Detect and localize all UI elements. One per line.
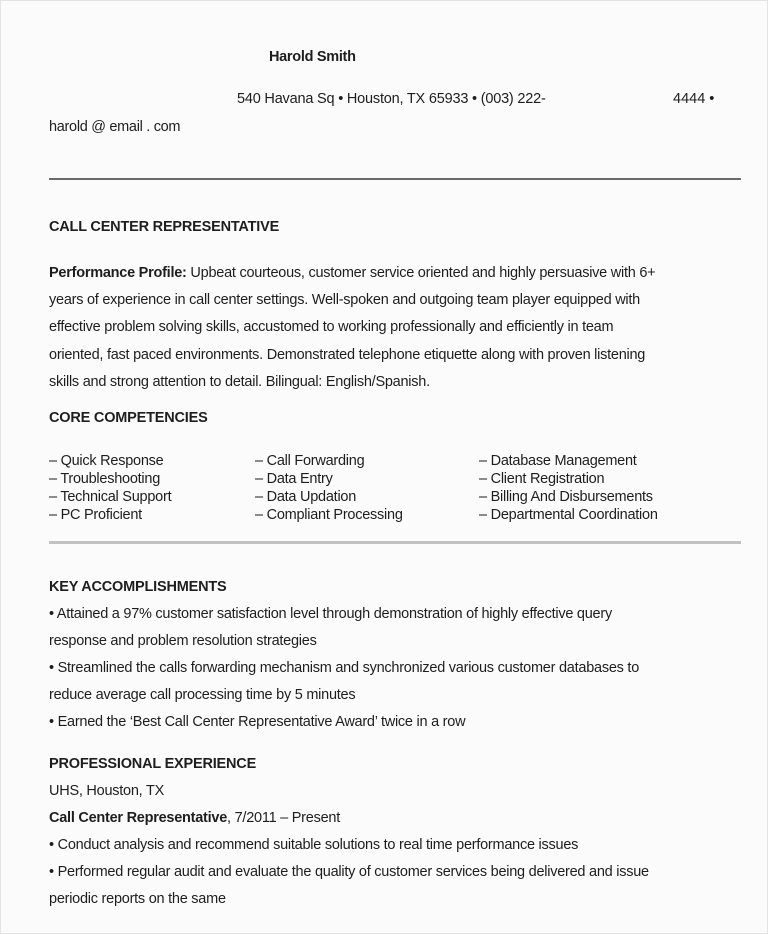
accomplishment-line: • Earned the ‘Best Call Center Representative Award’ twice in a row	[49, 714, 466, 730]
competency-item: – Compliant Processing	[255, 507, 403, 523]
competency-column-1	[49, 452, 171, 524]
profile-line: effective problem solving skills, accustomed to working professionally and efficiently in team	[49, 319, 614, 336]
competency-item: – Troubleshooting	[49, 471, 161, 487]
contact-address: 540 Havana Sq • Houston, TX 65933 • (003) 222-	[237, 91, 546, 107]
competency-item: – PC Proficient	[49, 507, 142, 523]
competency-item: – Call Forwarding	[255, 453, 365, 469]
contact-phone-tail: 4444 •	[673, 91, 715, 107]
profile-line: skills and strong attention to detail. Bilingual: English/Spanish.	[49, 373, 430, 390]
accomplishment-line: response and problem resolution strategies	[49, 633, 317, 649]
competency-item: – Quick Response	[49, 453, 164, 469]
competency-item: – Data Entry	[255, 471, 333, 487]
profile-label: Performance Profile:	[49, 265, 187, 281]
accomplishment-line: • Streamlined the calls forwarding mechanism and synchronized various customer databases to	[49, 660, 640, 676]
experience-line: periodic reports on the same	[49, 891, 226, 907]
profile-line: oriented, fast paced environments. Demonstrated telephone etiquette along with proven listening	[49, 346, 646, 363]
experience-entry	[49, 778, 749, 913]
key-accomplishments-heading: KEY ACCOMPLISHMENTS	[49, 579, 227, 595]
profile-line: Performance Profile: Upbeat courteous, customer service oriented and highly persuasive with 6+	[49, 265, 656, 281]
role-line	[49, 805, 749, 832]
section-divider	[49, 541, 741, 544]
accomplishment-line: reduce average call processing time by 5 minutes	[49, 687, 356, 703]
accomplishment-line: • Attained a 97% customer satisfaction level through demonstration of highly effective query	[49, 606, 612, 622]
competency-item: – Database Management	[479, 453, 637, 469]
job-title-heading: CALL CENTER REPRESENTATIVE	[49, 219, 280, 235]
role-dates: , 7/2011 – Present	[227, 810, 340, 826]
competency-item: – Client Registration	[479, 471, 605, 487]
candidate-name: Harold Smith	[269, 49, 356, 65]
performance-profile	[49, 260, 749, 396]
core-competencies-heading: CORE COMPETENCIES	[49, 410, 208, 426]
role-title: Call Center Representative	[49, 810, 228, 826]
competency-column-3	[479, 452, 658, 524]
competency-item: – Billing And Disbursements	[479, 489, 653, 505]
competency-item: – Data Updation	[255, 489, 357, 505]
experience-line: • Conduct analysis and recommend suitable solutions to real time performance issues	[49, 837, 579, 853]
employer: UHS, Houston, TX	[49, 783, 165, 799]
competency-column-2	[255, 452, 403, 524]
header-divider	[49, 178, 741, 180]
profile-line: years of experience in call center settings. Well-spoken and outgoing team player equipped with	[49, 292, 640, 309]
competency-item: – Technical Support	[49, 489, 172, 505]
accomplishments-list	[49, 601, 749, 736]
contact-email: harold @ email . com	[49, 119, 181, 135]
experience-line: • Performed regular audit and evaluate the quality of customer services being delivered and issue	[49, 864, 649, 880]
competency-item: – Departmental Coordination	[479, 507, 658, 523]
professional-experience-heading: PROFESSIONAL EXPERIENCE	[49, 756, 257, 772]
